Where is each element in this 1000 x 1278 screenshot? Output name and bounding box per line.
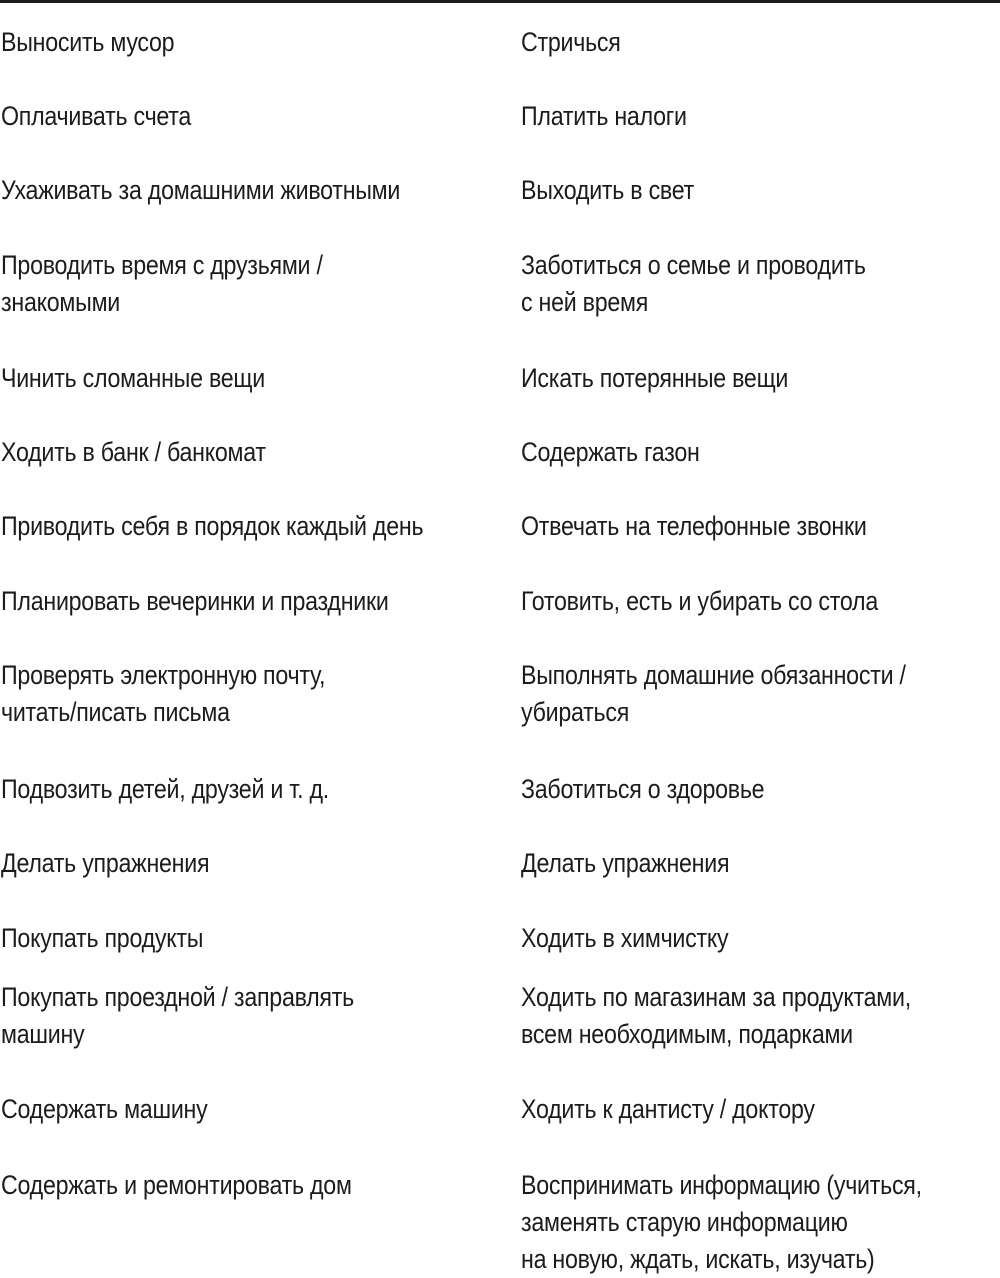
left-cell-line: Покупать продукты — [1, 923, 204, 953]
left-cell-line: машину — [1, 1019, 85, 1049]
right-cell-15 — [521, 1167, 922, 1278]
left-cell-line: Чинить сломанные вещи — [1, 363, 265, 393]
right-cell-7 — [521, 508, 867, 545]
right-cell-12 — [521, 920, 728, 957]
left-cell-line: Приводить себя в порядок каждый день — [1, 511, 424, 541]
left-cell-line: Содержать машину — [1, 1094, 208, 1124]
left-cell-line: Выносить мусор — [1, 27, 175, 57]
right-cell-11 — [521, 845, 729, 882]
left-cell-7 — [1, 508, 423, 545]
left-cell-2 — [1, 98, 191, 135]
left-cell-line: Ходить в банк / банкомат — [1, 437, 266, 467]
left-cell-12 — [1, 920, 203, 957]
right-cell-line: Готовить, есть и убирать со стола — [521, 586, 879, 616]
right-cell-line: Искать потерянные вещи — [521, 363, 789, 393]
left-cell-line: Проверять электронную почту, — [1, 660, 326, 690]
left-cell-8 — [1, 583, 389, 620]
right-cell-3 — [521, 172, 694, 209]
right-cell-line: с ней время — [521, 287, 649, 317]
right-cell-10 — [521, 771, 764, 808]
left-cell-14 — [1, 1091, 207, 1128]
right-cell-8 — [521, 583, 878, 620]
right-cell-4 — [521, 247, 866, 321]
right-cell-line: Стричься — [521, 27, 621, 57]
top-rule — [0, 0, 1000, 3]
left-cell-line: знакомыми — [1, 287, 120, 317]
right-cell-line: Делать упражнения — [521, 848, 730, 878]
left-cell-15 — [1, 1167, 352, 1204]
left-cell-line: Ухаживать за домашними животными — [1, 175, 401, 205]
right-cell-1 — [521, 24, 621, 61]
right-cell-5 — [521, 360, 788, 397]
left-cell-11 — [1, 845, 209, 882]
right-cell-9 — [521, 657, 906, 731]
right-cell-line: на новую, ждать, искать, изучать) — [521, 1244, 875, 1274]
right-cell-line: всем необходимым, подарками — [521, 1019, 853, 1049]
left-cell-line: Проводить время с друзьями / — [1, 250, 323, 280]
left-cell-9 — [1, 657, 325, 731]
right-cell-14 — [521, 1091, 815, 1128]
right-cell-6 — [521, 434, 700, 471]
right-cell-line: Выполнять домашние обязанности / — [521, 660, 906, 690]
right-cell-line: Ходить в химчистку — [521, 923, 729, 953]
right-cell-line: Платить налоги — [521, 101, 687, 131]
left-cell-line: Планировать вечеринки и праздники — [1, 586, 389, 616]
right-cell-line: Заботиться о здоровье — [521, 774, 765, 804]
left-cell-3 — [1, 172, 400, 209]
right-cell-line: Воспринимать информацию (учиться, — [521, 1170, 922, 1200]
right-cell-line: Отвечать на телефонные звонки — [521, 511, 867, 541]
right-cell-13 — [521, 979, 911, 1053]
left-cell-line: Делать упражнения — [1, 848, 210, 878]
left-cell-1 — [1, 24, 174, 61]
left-cell-6 — [1, 434, 266, 471]
left-cell-10 — [1, 771, 329, 808]
left-cell-line: Подвозить детей, друзей и т. д. — [1, 774, 329, 804]
left-cell-line: Покупать проездной / заправлять — [1, 982, 354, 1012]
left-cell-5 — [1, 360, 265, 397]
left-cell-line: читать/писать письма — [1, 697, 230, 727]
right-cell-line: Ходить по магазинам за продуктами, — [521, 982, 911, 1012]
right-cell-2 — [521, 98, 687, 135]
left-cell-line: Оплачивать счета — [1, 101, 192, 131]
left-cell-line: Содержать и ремонтировать дом — [1, 1170, 352, 1200]
right-cell-line: Содержать газон — [521, 437, 700, 467]
right-cell-line: Заботиться о семье и проводить — [521, 250, 866, 280]
right-cell-line: Ходить к дантисту / доктору — [521, 1094, 815, 1124]
right-cell-line: заменять старую информацию — [521, 1207, 848, 1237]
left-cell-13 — [1, 979, 354, 1053]
right-cell-line: Выходить в свет — [521, 175, 695, 205]
right-cell-line: убираться — [521, 697, 630, 727]
left-cell-4 — [1, 247, 323, 321]
